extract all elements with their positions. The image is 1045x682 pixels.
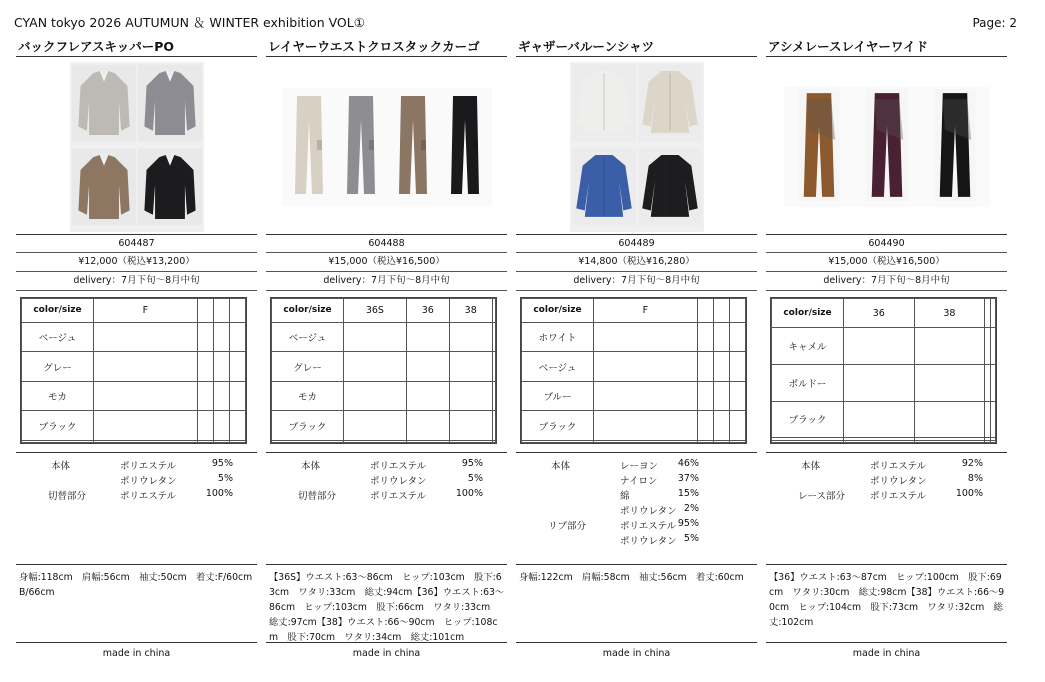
quantity-cell[interactable] [729, 381, 745, 411]
divider [516, 290, 757, 291]
quantity-cell[interactable] [197, 352, 213, 382]
composition-percent: 95% [211, 458, 233, 469]
garment-image [638, 148, 702, 230]
composition-row [266, 473, 507, 488]
composition-list [516, 458, 757, 548]
product-photo [766, 62, 1007, 232]
quantity-cell[interactable] [713, 322, 729, 352]
composition-material: レーヨン [620, 461, 659, 472]
size-specification: 【36】ウエスト:63〜87cm ヒップ:100cm 股下:69cm ワタリ:30cm 総丈:98cm【38】ウエスト:66〜90cm ヒップ:104cm 股下:73cm ワタリ:32cm 総丈:102cm [769, 572, 1005, 628]
size-header: F [594, 299, 698, 323]
quantity-cell[interactable] [844, 364, 915, 401]
composition-material: ポリウレタン [870, 476, 927, 487]
size-header: 36 [406, 299, 449, 323]
color-label [272, 440, 344, 442]
composition-material: ポリエステル [370, 461, 427, 472]
composition-part: レース部分 [798, 491, 846, 502]
color-label: グレー [272, 352, 344, 382]
size-header: 36 [844, 299, 915, 328]
divider [766, 290, 1007, 291]
quantity-cell[interactable] [344, 411, 407, 441]
quantity-cell[interactable] [914, 440, 985, 442]
quantity-cell[interactable] [449, 352, 492, 382]
garment-image [336, 90, 386, 204]
garment-image [572, 64, 636, 146]
quantity-cell[interactable] [406, 381, 449, 411]
quantity-cell[interactable] [406, 411, 449, 441]
composition-part: 本体 [51, 461, 71, 472]
quantity-cell[interactable] [990, 364, 995, 401]
product-code: 604489 [618, 238, 655, 249]
country-of-origin: made in china [102, 648, 171, 659]
composition-material: ポリエステル [620, 521, 677, 532]
product-price: ¥14,800（税込¥16,280） [578, 256, 695, 267]
composition-row [266, 458, 507, 473]
color-label: ブラック [272, 411, 344, 441]
product-name: レイヤーウエストクロスタックカーゴ [268, 39, 480, 54]
size-header [492, 299, 495, 323]
composition-row [16, 488, 257, 503]
product-name: アシメレースレイヤーワイド [768, 39, 929, 54]
product-code: 604490 [868, 238, 905, 249]
size-specification: 身幅:122cm 肩幅:58cm 袖丈:56cm 着丈:60cm [519, 572, 744, 583]
color-label [772, 440, 844, 442]
composition-percent: 15% [677, 488, 699, 499]
divider [16, 642, 257, 643]
quantity-cell[interactable] [844, 440, 915, 442]
product-column [766, 38, 1007, 668]
garment-image [572, 148, 636, 230]
quantity-cell[interactable] [449, 411, 492, 441]
composition-material: ポリエステル [120, 491, 177, 502]
size-header: F [94, 299, 198, 323]
divider [266, 642, 507, 643]
quantity-cell[interactable] [492, 322, 495, 352]
color-label: ベージュ [522, 352, 594, 382]
composition-material: ポリエステル [120, 461, 177, 472]
composition-percent: 95% [461, 458, 483, 469]
product-price: ¥15,000（税込¥16,500） [828, 256, 945, 267]
divider [16, 564, 257, 565]
size-header: 36S [344, 299, 407, 323]
country-of-origin: made in china [852, 648, 921, 659]
quantity-cell[interactable] [990, 401, 995, 438]
order-grid [520, 297, 747, 444]
size-header: 38 [914, 299, 985, 328]
quantity-cell[interactable] [197, 440, 213, 442]
divider [266, 290, 507, 291]
quantity-cell[interactable] [406, 440, 449, 442]
garment-image [786, 89, 852, 205]
composition-part: 本体 [551, 461, 571, 472]
size-header [729, 299, 745, 323]
composition-row [516, 488, 757, 503]
order-grid [20, 297, 247, 444]
product-price: ¥12,000（税込¥13,200） [78, 256, 195, 267]
quantity-cell[interactable] [990, 328, 995, 365]
quantity-cell[interactable] [697, 381, 713, 411]
composition-material: 綿 [620, 491, 630, 502]
composition-percent: 8% [967, 473, 983, 484]
product-price: ¥15,000（税込¥16,500） [328, 256, 445, 267]
quantity-cell[interactable] [492, 440, 495, 442]
garment-image [284, 90, 334, 204]
composition-material: ポリウレタン [620, 506, 677, 517]
garment-image [440, 90, 490, 204]
size-header [229, 299, 245, 323]
size-header [697, 299, 713, 323]
quantity-cell[interactable] [213, 381, 229, 411]
quantity-cell[interactable] [229, 381, 245, 411]
color-label [522, 440, 594, 442]
quantity-cell[interactable] [914, 328, 985, 365]
color-label: ベージュ [272, 322, 344, 352]
quantity-cell[interactable] [594, 352, 698, 382]
divider [516, 452, 757, 453]
quantity-cell[interactable] [713, 440, 729, 442]
color-label: ブルー [522, 381, 594, 411]
size-header [197, 299, 213, 323]
color-label [22, 440, 94, 442]
quantity-cell[interactable] [594, 440, 698, 442]
quantity-cell[interactable] [697, 411, 713, 441]
quantity-cell[interactable] [729, 322, 745, 352]
size-header [213, 299, 229, 323]
quantity-cell[interactable] [449, 440, 492, 442]
grid-header-label: color/size [522, 299, 594, 323]
quantity-cell[interactable] [229, 440, 245, 442]
grid-header-label: color/size [22, 299, 94, 323]
quantity-cell[interactable] [844, 401, 915, 438]
quantity-cell[interactable] [594, 381, 698, 411]
quantity-cell[interactable] [729, 352, 745, 382]
product-delivery: delivery：7月下旬〜8月中旬 [823, 275, 950, 286]
quantity-cell[interactable] [344, 440, 407, 442]
quantity-cell[interactable] [406, 352, 449, 382]
quantity-cell[interactable] [344, 352, 407, 382]
quantity-cell[interactable] [449, 322, 492, 352]
composition-percent: 5% [467, 473, 483, 484]
quantity-cell[interactable] [406, 322, 449, 352]
composition-percent: 100% [205, 488, 233, 499]
quantity-cell[interactable] [94, 440, 198, 442]
color-label: キャメル [772, 328, 844, 365]
composition-percent: 5% [683, 533, 699, 544]
composition-row [516, 473, 757, 488]
color-label: ベージュ [22, 322, 94, 352]
quantity-cell[interactable] [94, 381, 198, 411]
quantity-cell[interactable] [990, 440, 995, 442]
composition-row [516, 533, 757, 548]
quantity-cell[interactable] [729, 440, 745, 442]
composition-row [766, 458, 1007, 473]
quantity-cell[interactable] [594, 411, 698, 441]
quantity-cell[interactable] [914, 401, 985, 438]
quantity-cell[interactable] [229, 411, 245, 441]
color-label: ブラック [22, 411, 94, 441]
product-column [266, 38, 507, 668]
product-delivery: delivery：7月下旬〜8月中旬 [323, 275, 450, 286]
quantity-cell[interactable] [492, 411, 495, 441]
composition-material: ポリウレタン [620, 536, 677, 547]
composition-row [766, 488, 1007, 503]
garment-image [138, 64, 202, 146]
quantity-cell[interactable] [213, 352, 229, 382]
composition-row [766, 473, 1007, 488]
color-label: モカ [22, 381, 94, 411]
quantity-cell[interactable] [594, 322, 698, 352]
composition-percent: 100% [955, 488, 983, 499]
quantity-cell[interactable] [94, 411, 198, 441]
composition-row [516, 518, 757, 533]
color-label: グレー [22, 352, 94, 382]
composition-percent: 37% [677, 473, 699, 484]
composition-material: ポリエステル [870, 461, 927, 472]
product-photo [16, 62, 257, 232]
quantity-cell[interactable] [697, 322, 713, 352]
quantity-cell[interactable] [713, 411, 729, 441]
garment-image [72, 64, 136, 146]
divider [766, 56, 1007, 57]
garment-image [388, 90, 438, 204]
order-grid [270, 297, 497, 444]
quantity-cell[interactable] [844, 328, 915, 365]
quantity-cell[interactable] [492, 352, 495, 382]
divider [266, 452, 507, 453]
quantity-cell[interactable] [697, 352, 713, 382]
composition-material: ポリウレタン [370, 476, 427, 487]
divider [766, 642, 1007, 643]
page-number: Page: 2 [972, 16, 1017, 30]
garment-image [922, 89, 988, 205]
quantity-cell[interactable] [94, 352, 198, 382]
quantity-cell[interactable] [492, 381, 495, 411]
quantity-cell[interactable] [197, 322, 213, 352]
quantity-cell[interactable] [197, 381, 213, 411]
composition-list [16, 458, 257, 503]
divider [16, 452, 257, 453]
composition-part: 切替部分 [48, 491, 87, 502]
product-name: バックフレアスキッパーPO [18, 39, 175, 54]
garment-image [638, 64, 702, 146]
country-of-origin: made in china [602, 648, 671, 659]
composition-material: ポリエステル [870, 491, 927, 502]
divider [766, 564, 1007, 565]
product-code: 604488 [368, 238, 405, 249]
composition-material: ナイロン [620, 476, 658, 487]
composition-part: 本体 [301, 461, 321, 472]
composition-percent: 2% [683, 503, 699, 514]
grid-header-label: color/size [272, 299, 344, 323]
size-specification: 身幅:118cm 肩幅:56cm 袖丈:50cm 着丈:F/60cm B/66cm [19, 572, 253, 598]
quantity-cell[interactable] [344, 322, 407, 352]
composition-row [16, 473, 257, 488]
product-name: ギャザーバルーンシャツ [518, 39, 655, 54]
divider [266, 56, 507, 57]
garment-image [138, 148, 202, 230]
product-photo [516, 62, 757, 232]
quantity-cell[interactable] [914, 364, 985, 401]
quantity-cell[interactable] [213, 322, 229, 352]
quantity-cell[interactable] [197, 411, 213, 441]
garment-image [854, 89, 920, 205]
quantity-cell[interactable] [213, 411, 229, 441]
color-label: ホワイト [522, 322, 594, 352]
size-specification: 【36S】ウエスト:63〜86cm ヒップ:103cm 股下:63cm ワタリ:33cm 総丈:94cm【36】ウエスト:63〜86cm ヒップ:103cm 股下:66cm ワタリ:33cm 総丈:97cm【38】ウエスト:66〜90cm ヒップ:108cm 股下:70cm ワタリ:34cm 総丈:101cm [269, 572, 505, 643]
divider [516, 642, 757, 643]
composition-part: 本体 [801, 461, 821, 472]
page-header-title: CYAN tokyo 2026 AUTUMUN ＆ WINTER exhibition VOL① [14, 15, 365, 30]
composition-percent: 46% [677, 458, 699, 469]
quantity-cell[interactable] [449, 381, 492, 411]
divider [516, 564, 757, 565]
composition-percent: 92% [961, 458, 983, 469]
composition-material: ポリエステル [370, 491, 427, 502]
composition-row [516, 503, 757, 518]
product-delivery: delivery：7月下旬〜8月中旬 [573, 275, 700, 286]
quantity-cell[interactable] [344, 381, 407, 411]
composition-percent: 100% [455, 488, 483, 499]
quantity-cell[interactable] [713, 381, 729, 411]
composition-part: リブ部分 [548, 521, 587, 532]
size-header: 38 [449, 299, 492, 323]
composition-list [266, 458, 507, 503]
quantity-cell[interactable] [229, 322, 245, 352]
composition-percent: 5% [217, 473, 233, 484]
color-label: モカ [272, 381, 344, 411]
quantity-cell[interactable] [94, 322, 198, 352]
quantity-cell[interactable] [697, 440, 713, 442]
divider [266, 564, 507, 565]
quantity-cell[interactable] [713, 352, 729, 382]
garment-image [72, 148, 136, 230]
composition-row [516, 458, 757, 473]
grid-header-label: color/size [772, 299, 844, 328]
composition-row [266, 488, 507, 503]
divider [516, 56, 757, 57]
composition-part: 切替部分 [298, 491, 337, 502]
color-label: ブラック [772, 401, 844, 438]
color-label: ボルドー [772, 364, 844, 401]
product-code: 604487 [118, 238, 155, 249]
quantity-cell[interactable] [729, 411, 745, 441]
composition-material: ポリウレタン [120, 476, 177, 487]
composition-percent: 95% [677, 518, 699, 529]
composition-row [16, 458, 257, 473]
divider [16, 56, 257, 57]
product-column [16, 38, 257, 668]
color-label: ブラック [522, 411, 594, 441]
divider [16, 290, 257, 291]
quantity-cell[interactable] [213, 440, 229, 442]
product-photo [266, 62, 507, 232]
order-grid [770, 297, 997, 444]
quantity-cell[interactable] [229, 352, 245, 382]
product-column [516, 38, 757, 668]
divider [766, 452, 1007, 453]
product-delivery: delivery：7月下旬〜8月中旬 [73, 275, 200, 286]
size-header [713, 299, 729, 323]
size-header [990, 299, 995, 328]
composition-list [766, 458, 1007, 503]
country-of-origin: made in china [352, 648, 421, 659]
